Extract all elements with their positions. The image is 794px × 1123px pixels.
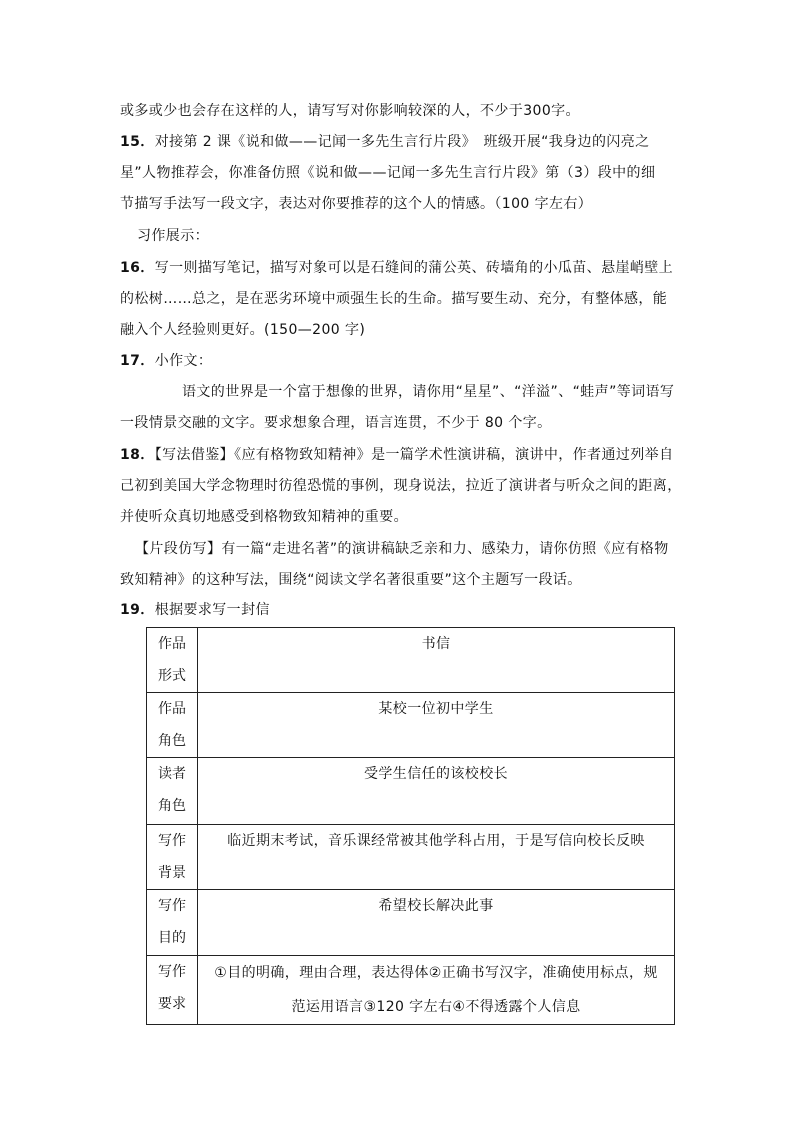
table-row [147,956,675,1025]
question-text: 写一则描写笔记，描写对象可以是石缝间的蒲公英、砖墙角的小瓜苗、悬崖峭壁上 [154,260,674,276]
row-value: 书信 [198,628,675,693]
question-18-line-4: 【片段仿写】有一篇“走进名著”的演讲稿缺乏亲和力、感染力，请你仿照《应有格物 [135,541,669,557]
row-value: 希望校长解决此事 [198,890,675,956]
table-row [147,693,675,758]
question-title: 小作文： [154,353,213,369]
question-15 [120,132,650,152]
requirement-line: 范运用语言③120 字左右④不得透露个人信息 [291,999,581,1015]
table-row [147,758,675,825]
label-part: 目的 [158,930,186,946]
row-label [147,758,198,825]
question-number: 17． [120,353,155,369]
row-value: 临近期末考试，音乐课经常被其他学科占用，于是写信向校长反映 [198,825,675,890]
question-18-line-2: 己初到美国大学念物理时彷徨恐慌的事例，现身说法，拉近了演讲者与听众之间的距离， [120,478,682,494]
question-18 [120,445,674,465]
label-part: 写作 [158,833,186,849]
question-19 [120,600,270,620]
table-row [147,825,675,890]
label-part: 写作 [158,964,186,980]
row-label [147,825,198,890]
question-17-line-1: 语文的世界是一个富于想像的世界，请你用“星星”、“洋溢”、“蛙声”等词语写 [182,384,675,400]
question-16-line-3: 融入个人经验则更好。(150—200 字) [120,322,366,338]
question-text: 【写法借鉴】《应有格物致知精神》是一篇学术性演讲稿，演讲中，作者通过列举自 [154,447,674,463]
label-part: 角色 [158,798,186,814]
question-text: 对接第 2 课《说和做——记闻一多先生言行片段》 班级开展“我身边的闪亮之 [154,134,650,150]
label-part: 作品 [158,636,186,652]
question-number: 16． [120,260,155,276]
question-15-line-2: 星”人物推荐会，你准备仿照《说和做——记闻一多先生言行片段》第（3）段中的细 [120,165,656,181]
letter-requirements-table [146,627,675,1025]
row-value: 某校一位初中学生 [198,693,675,758]
requirement-line: ①目的明确，理由合理，表达得体②正确书写汉字，准确使用标点，规 [214,965,658,981]
table-row [147,628,675,693]
label-part: 写作 [158,898,186,914]
label-part: 作品 [158,701,186,717]
question-number: 19． [120,602,155,618]
question-number: 18． [120,447,155,463]
label-part: 角色 [158,733,186,749]
row-label [147,693,198,758]
question-18-line-5: 致知精神》的这种写法，围绕“阅读文学名著很重要”这个主题写一段话。 [120,572,582,588]
question-18-line-3: 并使听众真切地感受到格物致知精神的重要。 [120,509,408,525]
row-label [147,890,198,956]
row-value: 受学生信任的该校校长 [198,758,675,825]
intro-line: 或多或少也会存在这样的人，请写写对你影响较深的人，不少于300字。 [120,103,580,119]
question-16 [120,258,673,278]
row-label [147,956,198,1025]
question-15-line-3: 节描写手法写一段文字，表达对你要推荐的这个人的情感。（100 字左右） [120,196,593,212]
question-17-line-2: 一段情景交融的文字。要求想象合理，语言连贯，不少于 80 个字。 [120,415,552,431]
question-number: 15． [120,134,155,150]
label-part: 要求 [158,996,186,1012]
label-part: 读者 [158,766,186,782]
row-value [198,956,675,1025]
question-16-line-2: 的松树……总之，是在恶劣环境中顽强生长的生命。描写要生动、充分，有整体感，能 [120,291,668,307]
showcase-label: 习作展示： [137,228,209,244]
label-part: 形式 [158,668,186,684]
question-17 [120,351,212,371]
table-row [147,890,675,956]
question-title: 根据要求写一封信 [154,602,270,618]
label-part: 背景 [158,865,186,881]
row-label [147,628,198,693]
